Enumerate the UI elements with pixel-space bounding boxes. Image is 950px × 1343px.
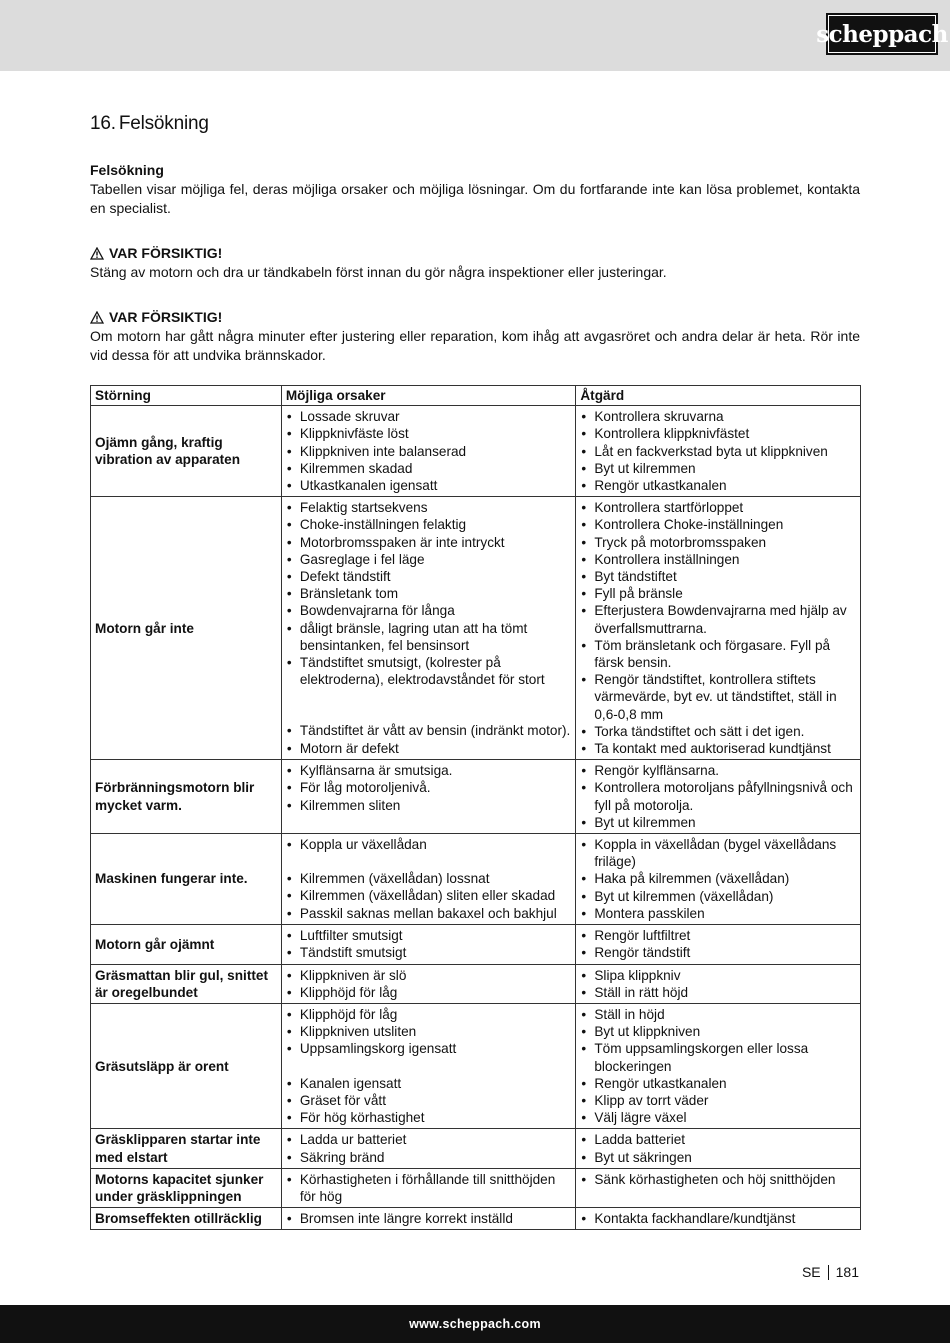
troubleshooting-table xyxy=(90,385,861,1230)
fault-cell: Gräsutsläpp är orent xyxy=(91,1003,282,1128)
action-item: • Klipp av torrt väder xyxy=(580,1092,856,1109)
fault-cell: Bromseffekten otillräcklig xyxy=(91,1208,282,1230)
action-item: • Fyll på bränsle xyxy=(580,585,856,602)
cause-item: • Lossade skruvar xyxy=(286,408,572,425)
cause-item: • Felaktig startsekvens xyxy=(286,499,572,516)
cause-item: • Defekt tändstift xyxy=(286,568,572,585)
cause-item: • Klipphöjd för låg xyxy=(286,1006,572,1023)
action-item: • Ställ in rätt höjd xyxy=(580,984,856,1001)
action-item: • Rengör tändstiftet, kontrollera stiftets värmevärde, byt ev. ut tändstiftet, ställ in 0,6-0,8 mm xyxy=(580,671,856,723)
actions-cell xyxy=(576,1003,861,1128)
action-item: • Rengör utkastkanalen xyxy=(580,1075,856,1092)
cause-item: • Motorn är defekt xyxy=(286,740,572,757)
column-header-causes: Möjliga orsaker xyxy=(281,386,576,406)
action-item: • Kontrollera klippknivfästet xyxy=(580,425,856,442)
cause-item: • Koppla ur växellådan xyxy=(286,836,572,853)
cause-item: • Luftfilter smutsigt xyxy=(286,927,572,944)
table-row xyxy=(91,406,861,497)
actions-cell xyxy=(576,497,861,760)
section-title xyxy=(90,113,860,135)
header-bar xyxy=(0,0,950,71)
cause-item: • Körhastigheten i förhållande till snitthöjden för hög xyxy=(286,1171,572,1205)
table-row xyxy=(91,964,861,1003)
table-row xyxy=(91,1129,861,1168)
table-header-row xyxy=(91,386,861,406)
fault-cell: Motorn går ojämnt xyxy=(91,925,282,964)
warning-block-2 xyxy=(90,308,860,365)
cause-item: • Kanalen igensatt xyxy=(286,1075,572,1092)
action-item: • Rengör luftfiltret xyxy=(580,927,856,944)
page-language: SE xyxy=(801,1264,821,1280)
cause-item: • Säkring bränd xyxy=(286,1149,572,1166)
cause-item: • Gasreglage i fel läge xyxy=(286,551,572,568)
table-row xyxy=(91,760,861,834)
cause-item: • Tändstiftet smutsigt, (kolrester på elektroderna), elektrodavståndet för stort xyxy=(286,654,572,688)
footer-bar xyxy=(0,1305,950,1343)
action-item: • Kontrollera inställningen xyxy=(580,551,856,568)
warning-block-1 xyxy=(90,244,860,282)
fault-cell: Motorns kapacitet sjunker under gräsklippningen xyxy=(91,1168,282,1207)
action-item: • Rengör kylflänsarna. xyxy=(580,762,856,779)
causes-cell xyxy=(281,1129,576,1168)
action-item: • Montera passkilen xyxy=(580,905,856,922)
action-item: • Ställ in höjd xyxy=(580,1006,856,1023)
fault-cell: Maskinen fungerar inte. xyxy=(91,834,282,925)
action-item: • Byt ut kilremmen xyxy=(580,814,856,831)
action-item: • Byt ut kilremmen (växellådan) xyxy=(580,888,856,905)
action-item: • Kontrollera motoroljans påfyllningsnivå och fyll på motorolja. xyxy=(580,779,856,813)
actions-cell xyxy=(576,964,861,1003)
cause-item: • Klippkniven inte balanserad xyxy=(286,443,572,460)
table-row xyxy=(91,925,861,964)
section-number: 16. xyxy=(90,113,116,134)
action-item: • Tryck på motorbromsspaken xyxy=(580,534,856,551)
causes-cell xyxy=(281,1168,576,1207)
page-number xyxy=(802,1264,859,1280)
cause-item: • Klippkniven är slö xyxy=(286,967,572,984)
scheppach-logo: scheppach xyxy=(826,13,938,55)
cause-item: • Kylflänsarna är smutsiga. xyxy=(286,762,572,779)
warning-text: Om motorn har gått några minuter efter justering eller reparation, kom ihåg att avgasröret och andra delar är heta. Rör inte vid dessa för att undvika brännskador. xyxy=(90,328,860,363)
footer-url: www.scheppach.com xyxy=(409,1317,541,1331)
causes-cell xyxy=(281,925,576,964)
column-header-fault: Störning xyxy=(91,386,282,406)
cause-item: • Bränsletank tom xyxy=(286,585,572,602)
action-item: • Kontrollera startförloppet xyxy=(580,499,856,516)
fault-cell: Ojämn gång, kraftig vibration av apparaten xyxy=(91,406,282,497)
action-item: • Torka tändstiftet och sätt i det igen. xyxy=(580,723,856,740)
action-item: • Byt ut klippkniven xyxy=(580,1023,856,1040)
cause-item: • Bowdenvajrarna för långa xyxy=(286,602,572,619)
cause-item: • Gräset för vått xyxy=(286,1092,572,1109)
warning-title: VAR FÖRSIKTIG! xyxy=(109,245,223,261)
action-item: • Byt ut säkringen xyxy=(580,1149,856,1166)
action-item: • Koppla in växellådan (bygel växellådans friläge) xyxy=(580,836,856,870)
cause-item: • Tändstiftet är vått av bensin (indränkt motor). xyxy=(286,722,572,739)
cause-item: • För hög körhastighet xyxy=(286,1109,572,1126)
cause-item: • Motorbromsspaken är inte intryckt xyxy=(286,534,572,551)
action-item: • Haka på kilremmen (växellådan) xyxy=(580,870,856,887)
warning-triangle-icon xyxy=(90,311,104,324)
actions-cell xyxy=(576,1208,861,1230)
page-content xyxy=(90,113,860,1230)
cause-item: • Klippkniven utsliten xyxy=(286,1023,572,1040)
action-item: • Kontrollera skruvarna xyxy=(580,408,856,425)
action-item: • Välj lägre växel xyxy=(580,1109,856,1126)
cause-item: • Choke-inställningen felaktig xyxy=(286,516,572,533)
action-item: • Ta kontakt med auktoriserad kundtjänst xyxy=(580,740,856,757)
action-item: • Sänk körhastigheten och höj snitthöjden xyxy=(580,1171,856,1188)
causes-cell xyxy=(281,964,576,1003)
action-item: • Slipa klippkniv xyxy=(580,967,856,984)
cause-item: • Kilremmen (växellådan) lossnat xyxy=(286,870,572,887)
causes-cell xyxy=(281,1208,576,1230)
action-item: • Efterjustera Bowdenvajrarna med hjälp av överfallsmuttrarna. xyxy=(580,602,856,636)
table-row xyxy=(91,497,861,760)
causes-cell xyxy=(281,1003,576,1128)
action-item: • Töm uppsamlingskorgen eller lossa blockeringen xyxy=(580,1040,856,1074)
action-item: • Kontrollera Choke-inställningen xyxy=(580,516,856,533)
cause-item: • Klippknivfäste löst xyxy=(286,425,572,442)
cause-item: • Kilremmen (växellådan) sliten eller skadad xyxy=(286,887,572,904)
table-row xyxy=(91,1168,861,1207)
causes-cell xyxy=(281,760,576,834)
column-header-actions: Åtgärd xyxy=(576,386,861,406)
causes-cell xyxy=(281,834,576,925)
action-item: • Töm bränsletank och förgasare. Fyll på färsk bensin. xyxy=(580,637,856,671)
warning-triangle-icon xyxy=(90,247,104,260)
page-number-divider xyxy=(828,1265,829,1280)
causes-cell xyxy=(281,406,576,497)
table-row xyxy=(91,1208,861,1230)
causes-cell xyxy=(281,497,576,760)
fault-cell: Förbränningsmotorn blir mycket varm. xyxy=(91,760,282,834)
action-item: • Låt en fackverkstad byta ut klippkniven xyxy=(580,443,856,460)
cause-item: • dåligt bränsle, lagring utan att ha tömt bensintanken, fel bensinsort xyxy=(286,620,572,654)
actions-cell xyxy=(576,925,861,964)
cause-item: • Kilremmen sliten xyxy=(286,797,572,814)
warning-text: Stäng av motorn och dra ur tändkabeln först innan du gör några inspektioner eller justeringar. xyxy=(90,264,667,280)
actions-cell xyxy=(576,1129,861,1168)
intro-heading: Felsökning xyxy=(90,162,164,178)
actions-cell xyxy=(576,760,861,834)
cause-item: • Utkastkanalen igensatt xyxy=(286,477,572,494)
actions-cell xyxy=(576,406,861,497)
fault-cell: Motorn går inte xyxy=(91,497,282,760)
cause-item: • Passkil saknas mellan bakaxel och bakhjul xyxy=(286,905,572,922)
action-item: • Byt tändstiftet xyxy=(580,568,856,585)
cause-item: • Tändstift smutsigt xyxy=(286,944,572,961)
action-item: • Rengör tändstift xyxy=(580,944,856,961)
action-item: • Rengör utkastkanalen xyxy=(580,477,856,494)
actions-cell xyxy=(576,1168,861,1207)
page-number-value: 181 xyxy=(835,1264,859,1280)
table-row xyxy=(91,1003,861,1128)
intro-text: Tabellen visar möjliga fel, deras möjliga orsaker och möjliga lösningar. Om du fortfarande inte kan lösa problemet, kontakta en specialist. xyxy=(90,181,860,216)
table-row xyxy=(91,834,861,925)
cause-item: • För låg motoroljenivå. xyxy=(286,779,572,796)
cause-item: • Bromsen inte längre korrekt inställd xyxy=(286,1210,572,1227)
action-item: • Kontakta fackhandlare/kundtjänst xyxy=(580,1210,856,1227)
intro-block xyxy=(90,161,860,218)
section-title-text: Felsökning xyxy=(118,113,209,134)
fault-cell: Gräsklipparen startar inte med elstart xyxy=(91,1129,282,1168)
cause-item: • Kilremmen skadad xyxy=(286,460,572,477)
cause-item: • Ladda ur batteriet xyxy=(286,1131,572,1148)
cause-item: • Uppsamlingskorg igensatt xyxy=(286,1040,572,1057)
actions-cell xyxy=(576,834,861,925)
cause-item: • Klipphöjd för låg xyxy=(286,984,572,1001)
action-item: • Ladda batteriet xyxy=(580,1131,856,1148)
warning-title: VAR FÖRSIKTIG! xyxy=(109,309,223,325)
action-item: • Byt ut kilremmen xyxy=(580,460,856,477)
fault-cell: Gräsmattan blir gul, snittet är oregelbundet xyxy=(91,964,282,1003)
